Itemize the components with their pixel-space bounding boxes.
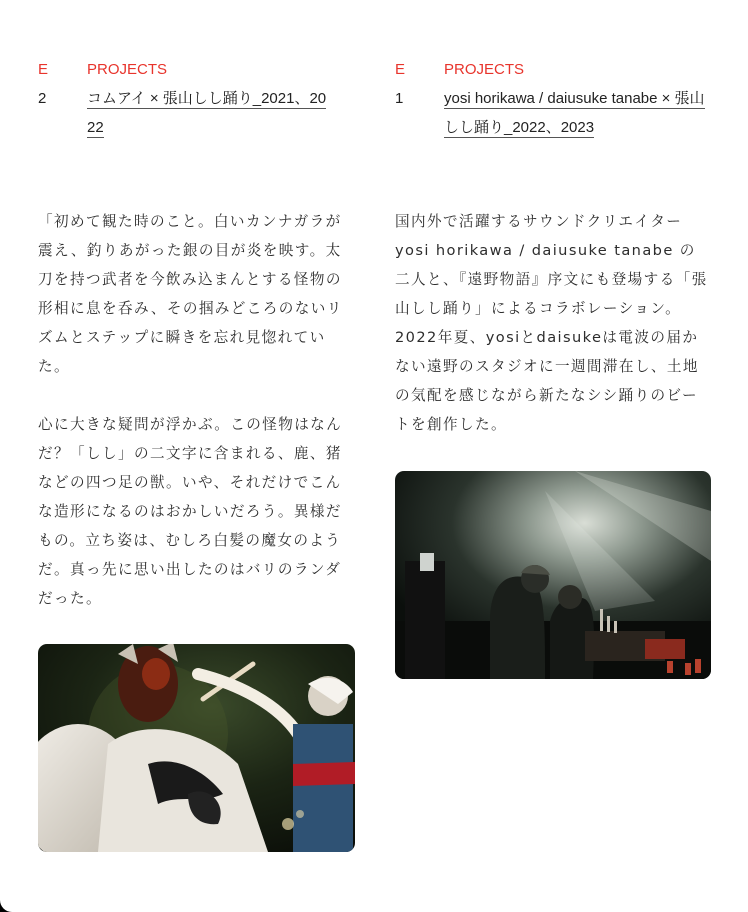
section-label: PROJECTS — [87, 61, 168, 78]
project-description-paragraph: 心に大きな疑問が浮かぶ。この怪物はなんだ？「しし」の二文字に含まれる、鹿、猪などの四つ足の獣。いや、それだけでこんな造形になるのはおかしいだろう。異様だもの。立ち姿は、むしろ白髪の魔女のようだ。真っ先に思い出したのはバリのランダだった。 — [38, 416, 343, 607]
project-index: 2 — [38, 90, 47, 107]
project-column-left — [38, 55, 355, 852]
section-code: E — [38, 61, 49, 78]
project-title-row — [395, 84, 711, 142]
section-header — [395, 55, 711, 84]
project-title-line1[interactable]: コムアイ × 張山しし踊り_2021、20 — [87, 90, 327, 107]
project-description-paragraph: 「初めて観た時のこと。白いカンナガラが震え、釣りあがった銀の目が炎を映す。太刀を持つ武者を今飲み込まんとする怪物の形相に息を呑み、その掴みどころのないリズムとステップに瞬きを忘れ見惚れていた。 — [38, 213, 343, 375]
shishi-odori-performance-photo — [38, 644, 355, 852]
project-title-link[interactable] — [444, 84, 711, 142]
project-description-paragraph: 国内外で活躍するサウンドクリエイターyosi horikawa / daiusuke tanabe の二人と、『遠野物語』序文にも登場する「張山しし踊り」によるコラボレーション。 2022年夏、yosiとdaisukeは電波の届かない遠野のスタジオに一週間滞在し、土地の気配を感じながら新たなシシ踊りのビートを創作した。 — [395, 213, 708, 433]
section-code: E — [395, 61, 406, 78]
project-index: 1 — [395, 90, 404, 107]
sound-performance-photo — [395, 471, 711, 679]
project-title-line2[interactable]: しし踊り_2022、2023 — [444, 119, 595, 136]
project-title-link[interactable] — [87, 84, 355, 142]
section-header — [38, 55, 355, 84]
project-title-line1[interactable]: yosi horikawa / daiusuke tanabe × 張山 — [444, 90, 705, 107]
frame-corner — [0, 900, 12, 912]
section-label: PROJECTS — [444, 61, 525, 78]
project-title-line2[interactable]: 22 — [87, 119, 104, 136]
project-title-row — [38, 84, 355, 142]
project-column-right — [395, 55, 711, 679]
